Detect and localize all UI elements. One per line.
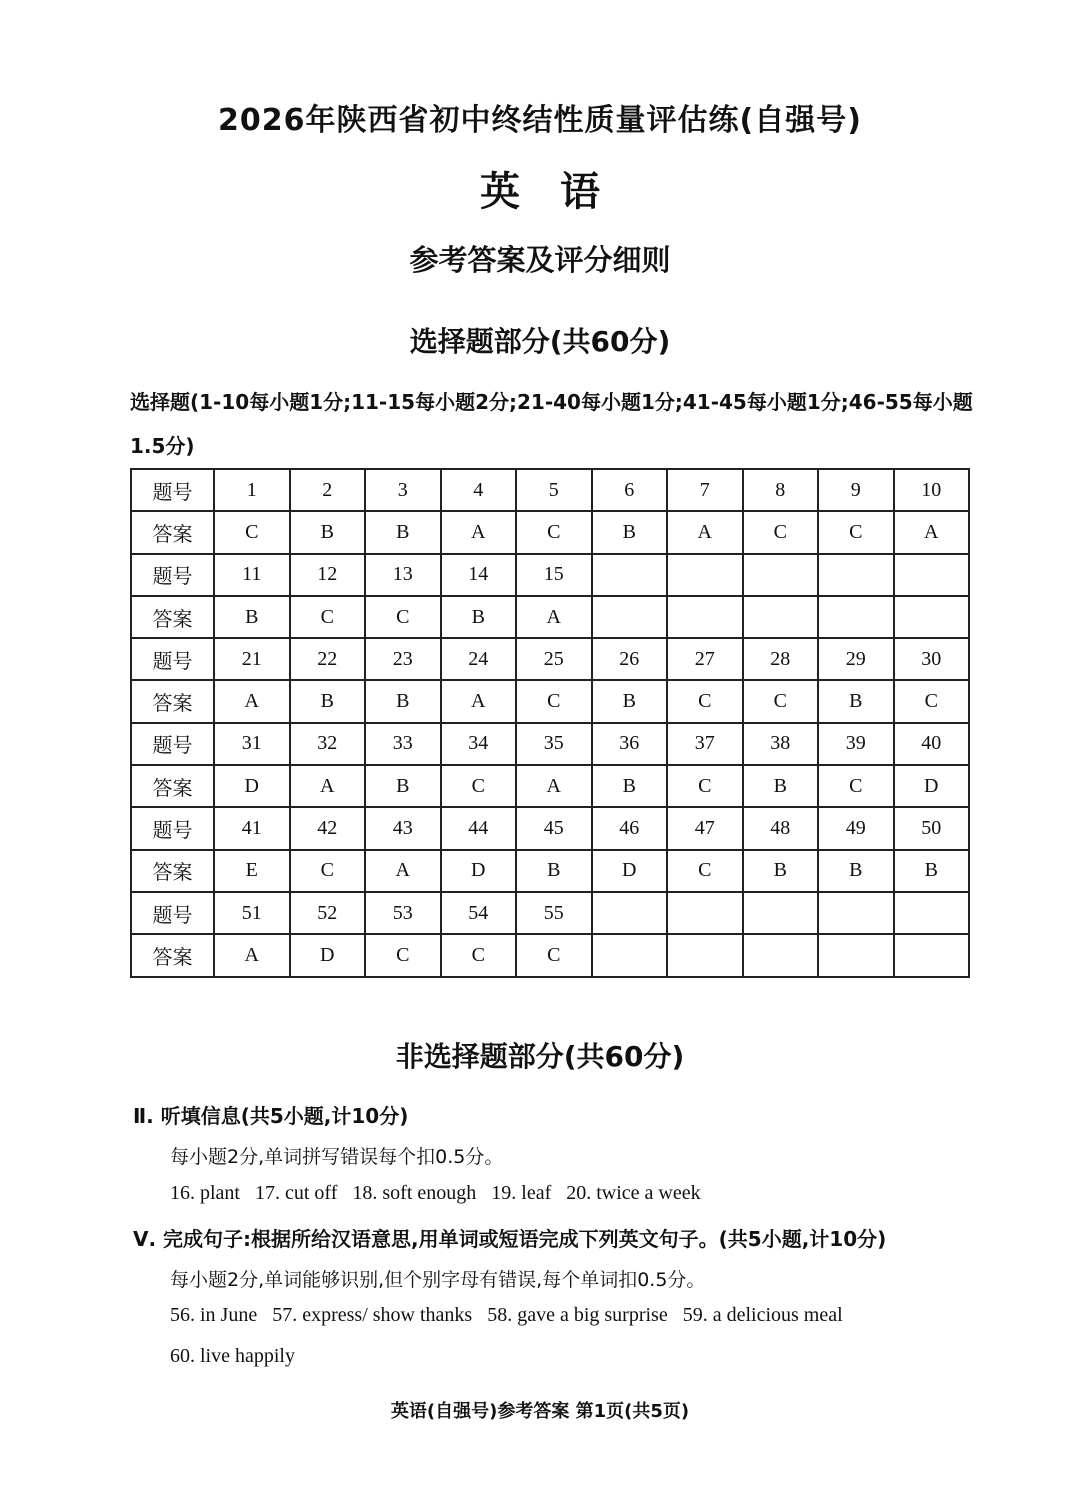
page-footer: 英语(自强号)参考答案 第1页(共5页) [390, 1401, 690, 1422]
table-cell: C [365, 596, 441, 638]
table-cell: 46 [592, 807, 668, 849]
table-cell: 6 [592, 469, 668, 511]
table-cell: 53 [365, 892, 441, 934]
table-cell: D [441, 850, 517, 892]
table-cell [743, 892, 819, 934]
table-cell: C [743, 511, 819, 553]
table-cell: 42 [290, 807, 366, 849]
table-cell: C [743, 680, 819, 722]
table-cell: B [365, 765, 441, 807]
table-cell [818, 934, 894, 976]
table-cell: C [818, 511, 894, 553]
table-cell: B [818, 680, 894, 722]
table-cell: 12 [290, 554, 366, 596]
table-cell: A [441, 680, 517, 722]
table-cell: 4 [441, 469, 517, 511]
table-cell: 39 [818, 723, 894, 765]
table-cell [894, 892, 970, 934]
table-cell: A [441, 511, 517, 553]
table-cell: 27 [667, 638, 743, 680]
row-label: 答案 [131, 596, 214, 638]
row-label: 答案 [131, 934, 214, 976]
section-5-title: Ⅴ. 完成句子:根据所给汉语意思,用单词或短语完成下列英文句子。(共5小题,计10分) [133, 1227, 887, 1251]
table-cell: D [290, 934, 366, 976]
table-cell: 30 [894, 638, 970, 680]
table-cell: 8 [743, 469, 819, 511]
section-2-scoring-rule: 每小题2分,单词拼写错误每个扣0.5分。 [170, 1146, 504, 1168]
table-cell: B [516, 850, 592, 892]
table-cell [818, 892, 894, 934]
table-cell: 23 [365, 638, 441, 680]
table-cell: B [365, 680, 441, 722]
table-cell: 7 [667, 469, 743, 511]
table-cell: 5 [516, 469, 592, 511]
table-cell: 14 [441, 554, 517, 596]
table-cell: 47 [667, 807, 743, 849]
table-cell: A [516, 765, 592, 807]
table-cell: C [365, 934, 441, 976]
table-cell: B [592, 680, 668, 722]
section-2-title: Ⅱ. 听填信息(共5小题,计10分) [133, 1104, 409, 1128]
table-cell: 52 [290, 892, 366, 934]
row-label: 题号 [131, 638, 214, 680]
table-cell: D [214, 765, 290, 807]
row-label: 题号 [131, 892, 214, 934]
row-label: 答案 [131, 511, 214, 553]
table-row [131, 511, 969, 553]
table-cell: D [592, 850, 668, 892]
table-row [131, 807, 969, 849]
section-5-answers-line-2: 60. live happily [170, 1345, 295, 1367]
table-cell: 38 [743, 723, 819, 765]
table-cell: 3 [365, 469, 441, 511]
document-title: 2026年陕西省初中终结性质量评估练(自强号) [218, 103, 862, 138]
table-cell: E [214, 850, 290, 892]
table-cell: B [592, 511, 668, 553]
table-cell: C [516, 680, 592, 722]
table-cell: 25 [516, 638, 592, 680]
table-cell: D [894, 765, 970, 807]
row-label: 题号 [131, 554, 214, 596]
table-cell: 26 [592, 638, 668, 680]
table-cell [592, 892, 668, 934]
table-cell [667, 934, 743, 976]
table-cell [894, 554, 970, 596]
table-cell: 36 [592, 723, 668, 765]
table-cell: C [818, 765, 894, 807]
table-cell [743, 554, 819, 596]
row-label: 题号 [131, 807, 214, 849]
table-cell [818, 554, 894, 596]
table-cell: A [290, 765, 366, 807]
section-5-answers-line-1: 56. in June 57. express/ show thanks 58. gave a big surprise 59. a delicious meal [170, 1304, 843, 1326]
table-cell: C [667, 850, 743, 892]
table-row [131, 554, 969, 596]
table-cell: 51 [214, 892, 290, 934]
table-row [131, 469, 969, 511]
table-cell: B [365, 511, 441, 553]
multiple-choice-heading: 选择题部分(共60分) [409, 325, 671, 358]
table-cell: 2 [290, 469, 366, 511]
table-row [131, 934, 969, 976]
table-row [131, 596, 969, 638]
table-cell [592, 596, 668, 638]
table-cell: B [290, 511, 366, 553]
table-cell: A [214, 680, 290, 722]
table-cell: 41 [214, 807, 290, 849]
table-cell: 43 [365, 807, 441, 849]
table-cell: A [894, 511, 970, 553]
row-label: 题号 [131, 469, 214, 511]
table-cell: A [365, 850, 441, 892]
table-cell: 15 [516, 554, 592, 596]
table-cell: 54 [441, 892, 517, 934]
multiple-choice-scoring-note: 选择题(1-10每小题1分;11-15每小题2分;21-40每小题1分;41-45每小题1分;46-55每小题1.5分) [130, 390, 973, 458]
table-cell: C [441, 934, 517, 976]
table-cell [667, 596, 743, 638]
table-cell: 33 [365, 723, 441, 765]
table-cell [894, 934, 970, 976]
table-cell: 55 [516, 892, 592, 934]
non-multiple-choice-heading: 非选择题部分(共60分) [395, 1040, 685, 1073]
table-cell [894, 596, 970, 638]
table-cell: B [894, 850, 970, 892]
table-row [131, 723, 969, 765]
table-cell: C [290, 596, 366, 638]
table-cell: A [214, 934, 290, 976]
section-5-scoring-rule: 每小题2分,单词能够识别,但个别字母有错误,每个单词扣0.5分。 [170, 1269, 706, 1291]
table-cell: 44 [441, 807, 517, 849]
table-cell: 45 [516, 807, 592, 849]
table-cell: C [667, 680, 743, 722]
table-cell: C [441, 765, 517, 807]
answer-table [130, 468, 970, 978]
table-cell: 35 [516, 723, 592, 765]
table-cell: C [290, 850, 366, 892]
table-cell: 31 [214, 723, 290, 765]
document-subtitle: 参考答案及评分细则 [409, 243, 671, 277]
row-label: 题号 [131, 723, 214, 765]
table-cell: C [214, 511, 290, 553]
table-cell: C [667, 765, 743, 807]
table-cell: 11 [214, 554, 290, 596]
table-cell: B [592, 765, 668, 807]
subject-title: 英语 [480, 169, 640, 215]
table-cell [592, 554, 668, 596]
table-row [131, 850, 969, 892]
row-label: 答案 [131, 680, 214, 722]
table-cell: B [818, 850, 894, 892]
table-cell [743, 596, 819, 638]
table-cell: 49 [818, 807, 894, 849]
table-row [131, 892, 969, 934]
table-cell: 1 [214, 469, 290, 511]
table-cell: 13 [365, 554, 441, 596]
table-cell: B [743, 765, 819, 807]
table-cell: 24 [441, 638, 517, 680]
table-cell: 29 [818, 638, 894, 680]
table-cell [743, 934, 819, 976]
table-cell: 9 [818, 469, 894, 511]
table-cell: B [441, 596, 517, 638]
table-cell: 37 [667, 723, 743, 765]
table-row [131, 638, 969, 680]
table-cell: B [214, 596, 290, 638]
table-cell: 10 [894, 469, 970, 511]
table-cell: 22 [290, 638, 366, 680]
table-cell: B [743, 850, 819, 892]
table-cell: 32 [290, 723, 366, 765]
table-row [131, 680, 969, 722]
table-cell: C [516, 934, 592, 976]
table-cell: 28 [743, 638, 819, 680]
table-cell: C [894, 680, 970, 722]
table-cell: 21 [214, 638, 290, 680]
table-cell: 50 [894, 807, 970, 849]
table-cell [592, 934, 668, 976]
table-cell: 40 [894, 723, 970, 765]
table-cell: A [667, 511, 743, 553]
table-cell: 48 [743, 807, 819, 849]
table-cell: B [290, 680, 366, 722]
table-row [131, 765, 969, 807]
row-label: 答案 [131, 850, 214, 892]
table-cell [818, 596, 894, 638]
row-label: 答案 [131, 765, 214, 807]
table-cell: A [516, 596, 592, 638]
table-cell [667, 892, 743, 934]
table-cell [667, 554, 743, 596]
section-2-answers: 16. plant 17. cut off 18. soft enough 19. leaf 20. twice a week [170, 1182, 701, 1204]
table-cell: 34 [441, 723, 517, 765]
table-cell: C [516, 511, 592, 553]
